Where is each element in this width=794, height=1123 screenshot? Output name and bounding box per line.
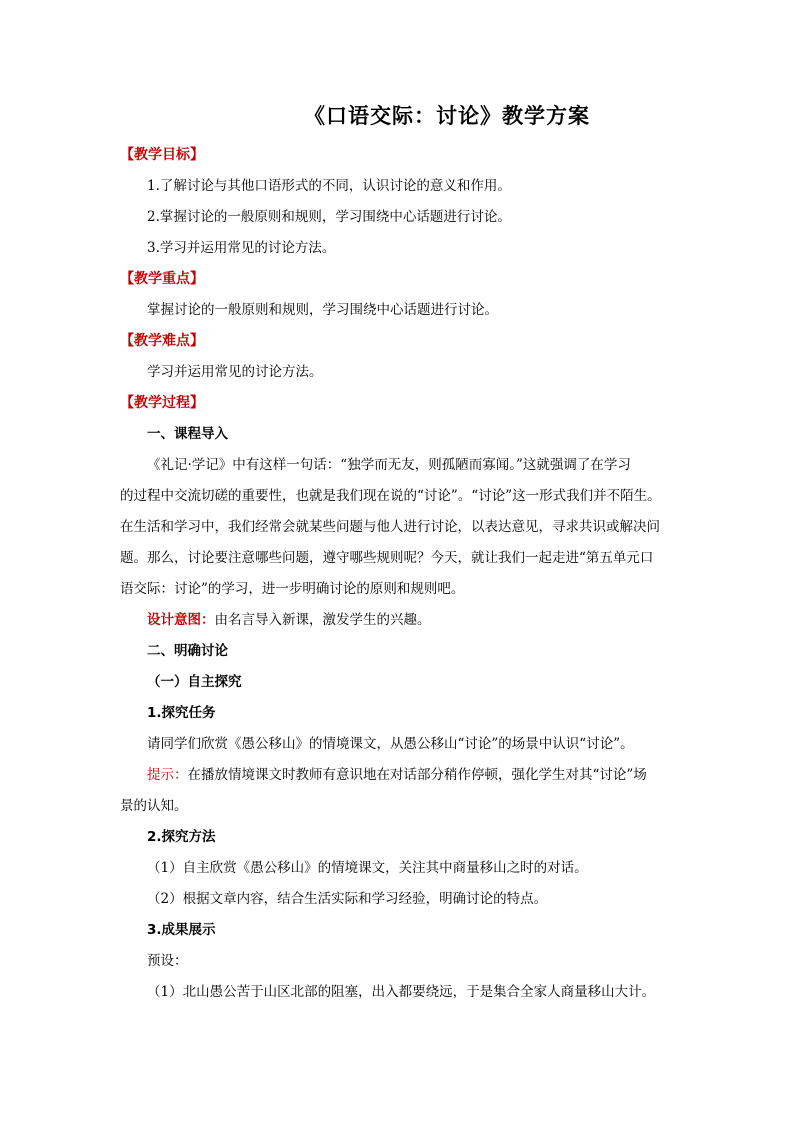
design-label: 设计意图：: [147, 612, 215, 628]
goal-item: 3.学习并运用常见的讨论方法。: [147, 240, 336, 256]
design-text: 由名言导入新课，激发学生的兴趣。: [214, 612, 431, 628]
key-text: 掌握讨论的一般原则和规则，学习围绕中心话题进行讨论。: [147, 302, 498, 318]
task-heading: 1.探究任务: [147, 705, 216, 721]
part2-subheading: （一）自主探究: [147, 674, 242, 690]
result-heading: 3.成果展示: [147, 922, 216, 938]
preset-item: （1）北山愚公苦于山区北部的阻塞，出入都要绕远，于是集合全家人商量移山大计。: [147, 984, 656, 1000]
method-item: （2）根据文章内容，结合生活实际和学习经验，明确讨论的特点。: [147, 891, 548, 907]
hint-label: 提示：: [147, 767, 188, 783]
part1-heading: 一、课程导入: [147, 426, 228, 442]
difficult-text: 学习并运用常见的讨论方法。: [147, 364, 323, 380]
paragraph-line: 《礼记·学记》中有这样一句话：“独学而无友，则孤陋而寡闻。”这就强调了在学习: [147, 457, 631, 473]
goals-heading: 【教学目标】: [120, 147, 204, 163]
preset-label: 预设：: [147, 953, 188, 969]
method-item: （1）自主欣赏《愚公移山》的情境课文，关注其中商量移山之时的对话。: [147, 860, 588, 876]
hint-line-2: 景的认知。: [120, 798, 188, 814]
task-text: 请同学们欣赏《愚公移山》的情境课文，从愚公移山“讨论”的场景中认识“讨论”。: [147, 736, 634, 752]
method-heading: 2.探究方法: [147, 829, 216, 845]
key-heading: 【教学重点】: [120, 271, 204, 287]
paragraph-line: 题。那么，讨论要注意哪些问题，遵守哪些规则呢？今天，就让我们一起走进“第五单元口: [120, 550, 654, 566]
paragraph-line: 的过程中交流切磋的重要性，也就是我们现在说的“讨论”。“讨论”这一形式我们并不陌生。: [120, 488, 661, 504]
part2-heading: 二、明确讨论: [147, 643, 228, 659]
hint-line: [147, 765, 717, 785]
hint-text: 在播放情境课文时教师有意识地在对话部分稍作停顿，强化学生对其“讨论”场: [187, 767, 647, 783]
page-title: 《口语交际：讨论》教学方案: [304, 104, 590, 128]
paragraph-line: 在生活和学习中，我们经常会就某些问题与他人进行讨论，以表达意见，寻求共识或解决问: [120, 519, 660, 535]
difficult-heading: 【教学难点】: [120, 333, 204, 349]
goal-item: 2.掌握讨论的一般原则和规则，学习围绕中心话题进行讨论。: [147, 209, 511, 225]
process-heading: 【教学过程】: [120, 395, 204, 411]
paragraph-line: 语交际：讨论”的学习，进一步明确讨论的原则和规则吧。: [120, 581, 465, 597]
design-intent: [147, 610, 717, 630]
goal-item: 1.了解讨论与其他口语形式的不同，认识讨论的意义和作用。: [147, 178, 511, 194]
